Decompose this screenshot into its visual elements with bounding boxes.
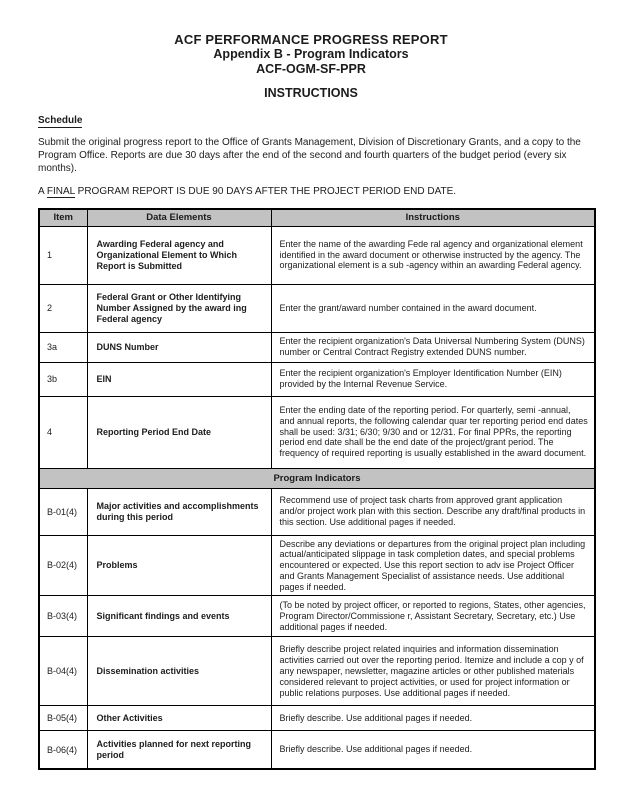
table-row (39, 731, 595, 769)
data-element-cell: Activities planned for next reporting period (87, 731, 271, 769)
final-note-underlined-word: FINAL (46, 186, 75, 197)
item-cell: 3a (39, 332, 87, 362)
program-indicators-section-row (39, 468, 595, 488)
data-element-cell: Federal Grant or Other Identifying Number Assigned by the award ing Federal agency (87, 284, 271, 332)
table-row (39, 396, 595, 468)
data-element-cell: Dissemination activities (87, 637, 271, 706)
program-indicators-section-label: Program Indicators (39, 468, 595, 488)
final-note-suffix: PROGRAM REPORT IS DUE 90 DAYS AFTER THE PROJECT PERIOD END DATE. (74, 186, 457, 197)
instructions-cell: Enter the grant/award number contained in the award document. (271, 284, 595, 332)
table-row (39, 535, 595, 596)
instructions-cell: (To be noted by project officer, or reported to regions, States, other agencies, Program Director/Commissione r, Assistant Secretary, Secretary, etc.) Use additional pages if needed. (271, 596, 595, 637)
instructions-cell: Enter the recipient organization's Employer Identification Number (EIN) provided by the Internal Revenue Service. (271, 362, 595, 396)
table-row (39, 706, 595, 731)
data-element-cell: Other Activities (87, 706, 271, 731)
item-cell: B-04(4) (39, 637, 87, 706)
document-title-block (0, 0, 622, 100)
instructions-cell: Briefly describe. Use additional pages if needed. (271, 706, 595, 731)
item-cell: B-02(4) (39, 535, 87, 596)
report-form-number: ACF-OGM-SF-PPR (256, 62, 366, 76)
report-appendix-title: Appendix B - Program Indicators (213, 47, 409, 61)
instructions-cell: Describe any deviations or departures from the original project plan including actual/anticipated slippage in task completion dates, and special problems encountered or expected. Use this report section to adv ise Project Officer and Grants Management Specialist of assistance needs. Use additional pages if needed. (271, 535, 595, 596)
schedule-paragraph: Submit the original progress report to the Office of Grants Management, Division of Discretionary Grants, and a copy to the Program Office. Reports are due 30 days after the end of the second and fourth quarters of the budget period (every six months). (38, 137, 581, 174)
table-row (39, 488, 595, 535)
instructions-heading: INSTRUCTIONS (264, 86, 358, 100)
data-element-cell: Problems (87, 535, 271, 596)
report-title: ACF PERFORMANCE PROGRESS REPORT (174, 32, 448, 47)
item-cell: 3b (39, 362, 87, 396)
table-row (39, 284, 595, 332)
instructions-cell: Enter the ending date of the reporting period. For quarterly, semi -annual, and annual reports, the following calendar quar ter reporting period end dates shall be used: 3/31; 6/30; 9/30 and or 12/31. For final PPRs, the reporting period end date shall be the end date of the project/grant period. The frequency of required reporting is usually established in the award document. (271, 396, 595, 468)
instructions-cell: Enter the name of the awarding Fede ral agency and organizational element identified in the award document or otherwise instructed by the agency. The organizational element is a sub -agency within an awarding Federal agency. (271, 226, 595, 284)
column-header-data-elements: Data Elements (87, 209, 271, 226)
column-header-item: Item (39, 209, 87, 226)
data-element-cell: Significant findings and events (87, 596, 271, 637)
instructions-cell: Briefly describe project related inquiries and information dissemination activities carried out over the reporting period. Itemize and include a cop y of any newspaper, newsletter, magazine articles or other published materials considered relevant to project activities, or used for project information or public relations purposes. Use additional pages if needed. (271, 637, 595, 706)
item-cell: 2 (39, 284, 87, 332)
item-cell: 4 (39, 396, 87, 468)
table-row (39, 362, 595, 396)
document-body (38, 115, 594, 770)
final-report-note (38, 185, 594, 198)
table-header-row (39, 209, 595, 226)
instructions-cell: Recommend use of project task charts from approved grant application and/or project work plan with this section. Describe any draft/final products in this section. Use additional pages if needed. (271, 488, 595, 535)
table-row (39, 226, 595, 284)
item-cell: B-06(4) (39, 731, 87, 769)
schedule-section-heading (38, 115, 594, 126)
data-element-cell: DUNS Number (87, 332, 271, 362)
schedule-heading-text: Schedule (38, 115, 83, 126)
data-element-cell: EIN (87, 362, 271, 396)
instructions-cell: Briefly describe. Use additional pages if needed. (271, 731, 595, 769)
data-element-cell: Awarding Federal agency and Organizational Element to Which Report is Submitted (87, 226, 271, 284)
final-note-prefix: A (38, 186, 47, 197)
table-row (39, 332, 595, 362)
item-cell: B-05(4) (39, 706, 87, 731)
table-row (39, 596, 595, 637)
instructions-cell: Enter the recipient organization's Data Universal Numbering System (DUNS) number or Central Contract Registry extended DUNS number. (271, 332, 595, 362)
column-header-instructions: Instructions (271, 209, 595, 226)
table-row (39, 637, 595, 706)
item-cell: B-03(4) (39, 596, 87, 637)
item-cell: B-01(4) (39, 488, 87, 535)
instructions-table (38, 208, 596, 770)
item-cell: 1 (39, 226, 87, 284)
data-element-cell: Reporting Period End Date (87, 396, 271, 468)
data-element-cell: Major activities and accomplishments during this period (87, 488, 271, 535)
